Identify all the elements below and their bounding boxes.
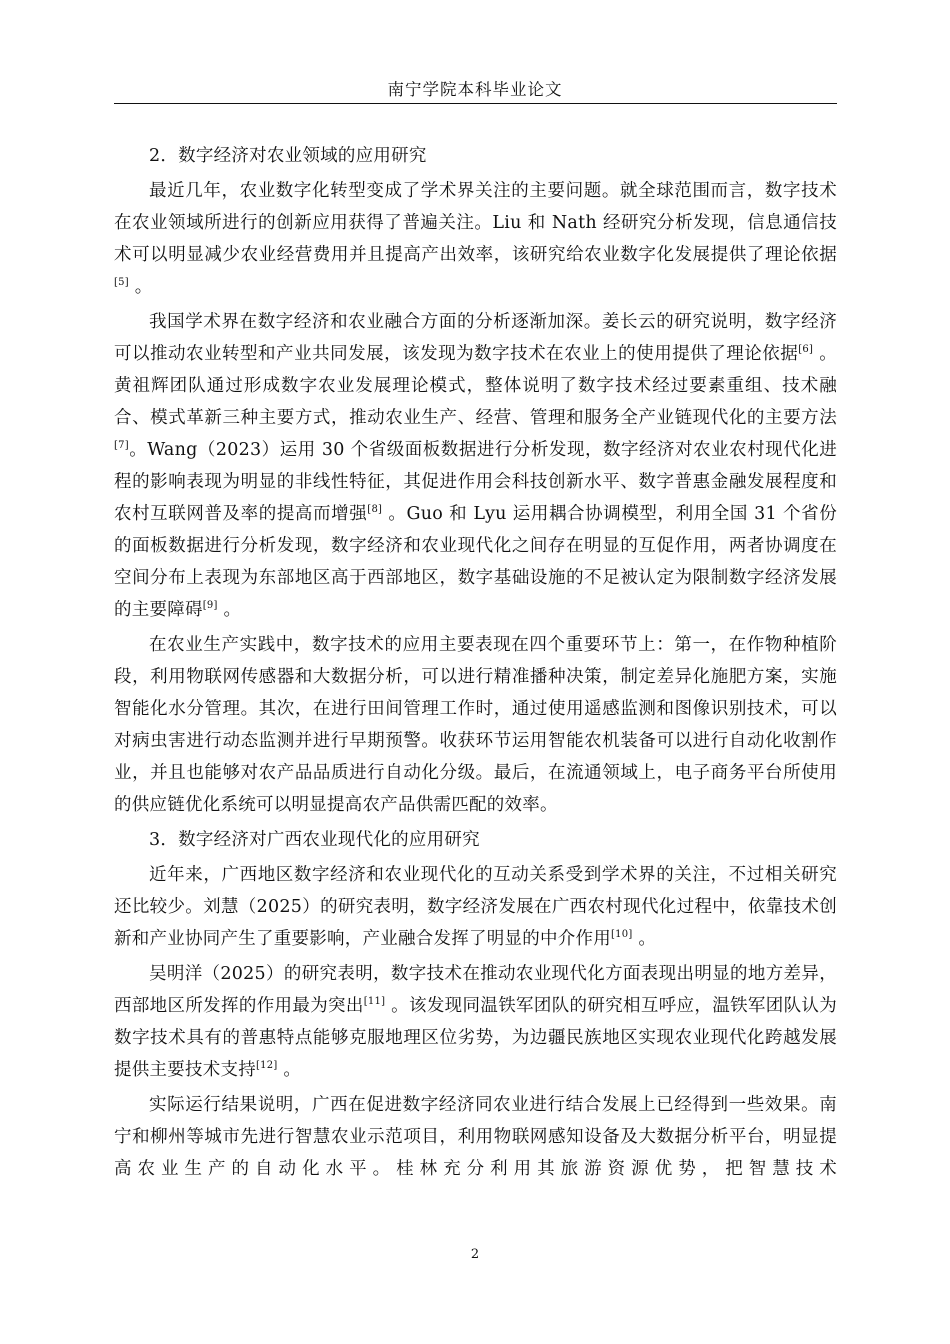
paragraph-text: 。该发现同温铁军团队的研究相互呼应，温铁军团队认为数字技术具有的普惠特点能够克服地理区位劣势，为边疆民族地区实现农业现代化跨越发展提供主要技术支持: [114, 996, 838, 1080]
paragraph-text: 。Guo 和 Lyu 运用耦合协调模型，利用全国 31 个省份的面板数据进行分析发现，数字经济和农业现代化之间存在明显的互促作用，两者协调度在空间分布上表现为东部地区高于西部地区，数字基础设施的不足被认定为限制数字经济发展的主要障碍: [114, 504, 837, 620]
citation-7: [7]: [114, 440, 129, 452]
section-3-paragraph-1: [114, 859, 837, 955]
section-2-paragraph-3: 在农业生产实践中，数字技术的应用主要表现在四个重要环节上：第一，在作物种植阶段，利用物联网传感器和大数据分析，可以进行精准播种决策，制定差异化施肥方案，实施智能化水分管理。其次，在进行田间管理工作时，通过使用遥感监测和图像识别技术，可以对病虫害进行动态监测并进行早期预警。收获环节运用智能农机装备可以进行自动化收割作业，并且也能够对农产品品质进行自动化分级。最后，在流通领域上，电子商务平台所使用的供应链优化系统可以明显提高农产品供需匹配的效率。: [114, 635, 837, 815]
paragraph-end: 。: [217, 600, 242, 620]
citation-8: [8]: [367, 504, 383, 516]
section-2-paragraph-2: [114, 306, 837, 626]
paragraph-end: 。: [632, 929, 657, 949]
paragraph-text: 。Wang（2023）运用 30 个省级面板数据进行分析发现，数字经济对农业农村现代化进程的影响表现为明显的非线性特征，其促进作用会科技创新水平、数字普惠金融发展程度和农村互联网普及率的提高而增强: [114, 440, 837, 524]
section-2-heading: 2．数字经济对农业领域的应用研究: [149, 146, 427, 166]
paragraph-text: 我国学术界在数字经济和农业融合方面的分析逐渐加深。姜长云的研究说明，数字经济可以推动农业转型和产业共同发展，该发现为数字技术在农业上的使用提供了理论依据: [114, 312, 837, 364]
citation-12: [12]: [256, 1060, 278, 1072]
paragraph-end: 。: [277, 1060, 302, 1080]
section-2-paragraph-1: [114, 175, 837, 303]
page-header-title: 南宁学院本科毕业论文: [387, 80, 563, 99]
citation-9: [9]: [202, 600, 218, 612]
paragraph-text: 近年来，广西地区数字经济和农业现代化的互动关系受到学术界的关注，不过相关研究还比较少。刘慧（2025）的研究表明，数字经济发展在广西农村现代化过程中，依靠技术创新和产业协同产生了重要影响，产业融合发挥了明显的中介作用: [114, 865, 837, 949]
page-header-rule: [114, 103, 837, 104]
citation-11: [11]: [363, 996, 386, 1008]
paragraph-text: 最近几年，农业数字化转型变成了学术界关注的主要问题。就全球范围而言，数字技术在农业领域所进行的创新应用获得了普遍关注。Liu 和 Nath 经研究分析发现，信息通信技术可以明显减少农业经营费用并且提高产出效率，该研究给农业数字化发展提供了理论依据: [114, 181, 837, 265]
citation-5: [5]: [114, 277, 129, 289]
section-3-heading: 3．数字经济对广西农业现代化的应用研究: [149, 830, 480, 850]
citation-6: [6]: [798, 344, 814, 356]
section-3-paragraph-3: 实际运行结果说明，广西在促进数字经济同农业进行结合发展上已经得到一些效果。南宁和柳州等城市先进行智慧农业示范项目，利用物联网感知设备及大数据分析平台，明显提高农业生产的自动化水平。桂林充分利用其旅游资源优势，把智慧技术: [114, 1095, 837, 1179]
page-number: 2: [470, 1247, 480, 1262]
paragraph-end: 。: [128, 277, 153, 297]
section-3-paragraph-2: [114, 958, 837, 1086]
citation-10: [10]: [611, 929, 633, 941]
document-body: [114, 140, 837, 1185]
paragraph-text: 吴明洋（2025）的研究表明，数字技术在推动农业现代化方面表现出明显的地方差异，西部地区所发挥的作用最为突出: [114, 964, 837, 1016]
paragraph-text: 。黄祖辉团队通过形成数字农业发展理论模式，整体说明了数字技术经过要素重组、技术融合、模式革新三种主要方式，推动农业生产、经营、管理和服务全产业链现代化的主要方法: [114, 344, 837, 428]
